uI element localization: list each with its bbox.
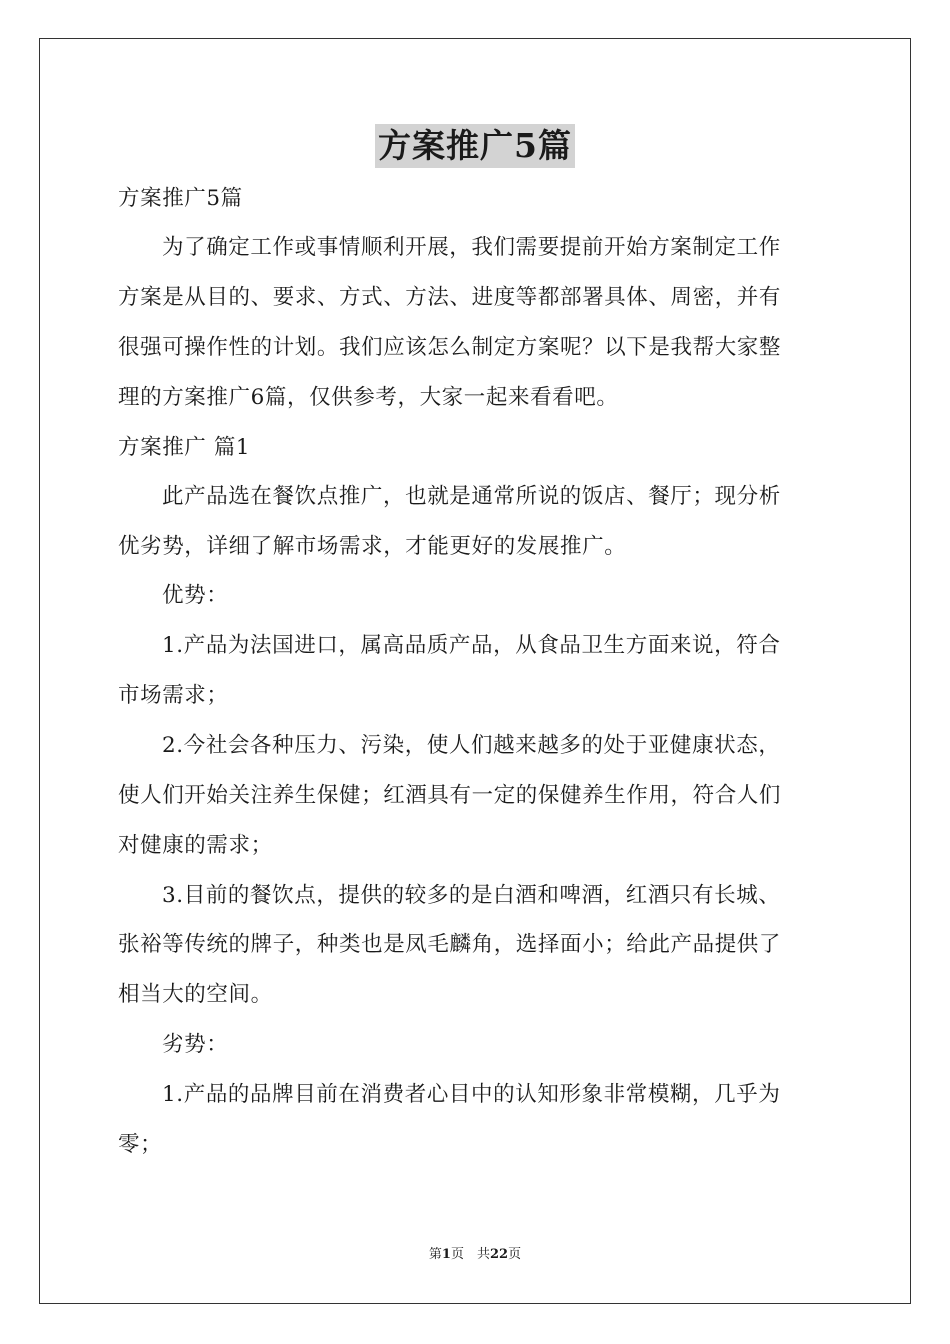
- footer-total-pages: 22: [489, 1247, 509, 1262]
- list-item-continuation: 市场需求；: [118, 683, 229, 708]
- page-border: [39, 38, 911, 1304]
- list-item: 1.产品的品牌目前在消费者心目中的认知形象非常模糊，几乎为: [162, 1082, 781, 1107]
- list-item: 2.今社会各种压力、污染，使人们越来越多的处于亚健康状态，: [162, 733, 781, 758]
- footer-prefix: 第: [428, 1247, 442, 1262]
- paragraph-line: 此产品选在餐饮点推广，也就是通常所说的饭店、餐厅；现分析: [162, 484, 781, 509]
- subheading-strengths: 优势：: [162, 583, 229, 608]
- paragraph-line: 理的方案推广6篇，仅供参考，大家一起来看看吧。: [118, 385, 619, 410]
- subheading-weaknesses: 劣势：: [162, 1032, 229, 1057]
- list-item: 1.产品为法国进口，属高品质产品，从食品卫生方面来说，符合: [162, 633, 781, 658]
- paragraph-line: 为了确定工作或事情顺利开展，我们需要提前开始方案制定工作: [162, 235, 781, 260]
- footer-suffix: 页: [508, 1247, 522, 1262]
- list-item-continuation: 相当大的空间。: [118, 982, 273, 1007]
- footer-current-page: 1: [441, 1247, 451, 1262]
- page-footer: [0, 1245, 950, 1265]
- paragraph-line: 很强可操作性的计划。我们应该怎么制定方案呢？以下是我帮大家整: [118, 335, 782, 360]
- document-title: 方案推广5篇: [375, 124, 575, 168]
- paragraph-line: 方案是从目的、要求、方式、方法、进度等都部署具体、周密，并有: [118, 285, 782, 310]
- list-item: 3.目前的餐饮点，提供的较多的是白酒和啤酒，红酒只有长城、: [162, 883, 781, 908]
- list-item-continuation: 使人们开始关注养生保健；红酒具有一定的保健养生作用，符合人们: [118, 783, 782, 808]
- list-item-continuation: 零；: [118, 1132, 163, 1157]
- title-container: [0, 124, 950, 168]
- subtitle-line: 方案推广5篇: [118, 186, 243, 211]
- footer-middle: 页 共: [450, 1247, 490, 1262]
- list-item-continuation: 对健康的需求；: [118, 833, 273, 858]
- section-heading: 方案推广 篇1: [118, 435, 251, 460]
- paragraph-line: 优劣势，详细了解市场需求，才能更好的发展推广。: [118, 534, 627, 559]
- list-item-continuation: 张裕等传统的牌子，种类也是凤毛麟角，选择面小；给此产品提供了: [118, 932, 782, 957]
